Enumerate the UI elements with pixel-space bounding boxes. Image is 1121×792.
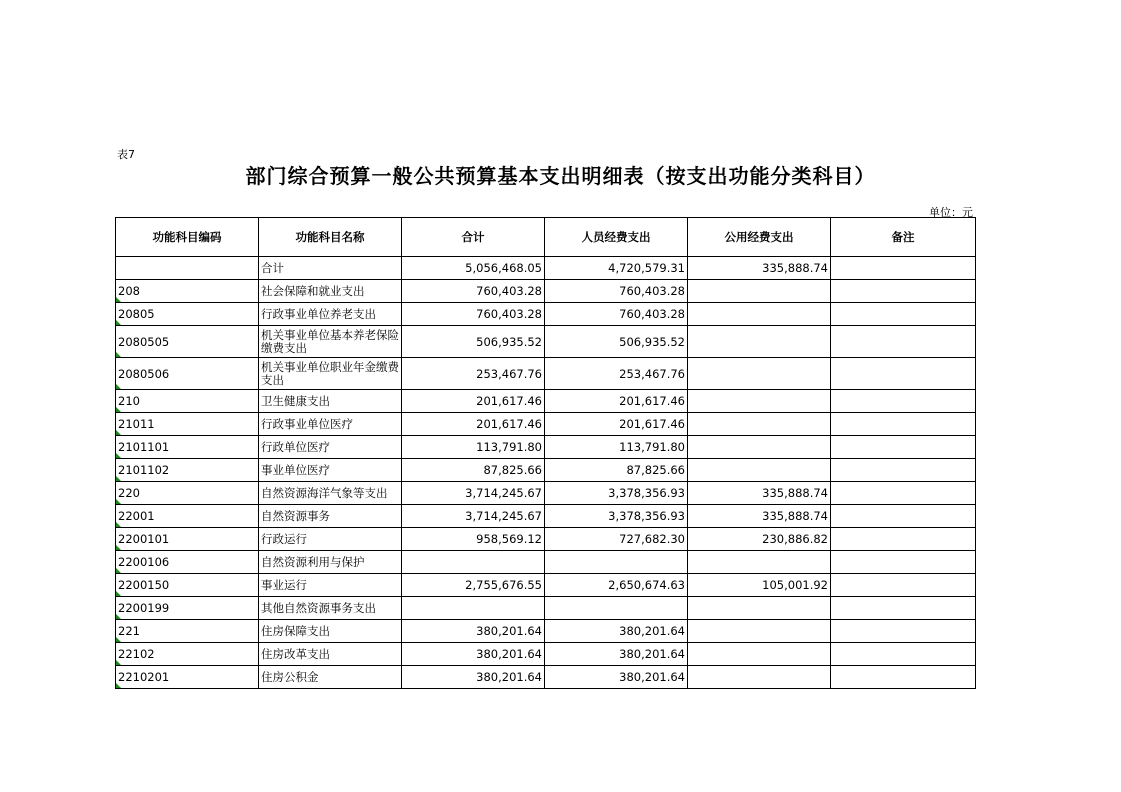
- cell-name: 社会保障和就业支出: [259, 280, 402, 303]
- cell-name: 行政事业单位医疗: [259, 413, 402, 436]
- cell-personnel: 380,201.64: [545, 620, 688, 643]
- cell-total: 2,755,676.55: [402, 574, 545, 597]
- table-row: [116, 413, 976, 436]
- cell-name: 住房公积金: [259, 666, 402, 689]
- cell-code: 2080506: [116, 358, 259, 390]
- cell-code: 208: [116, 280, 259, 303]
- cell-name: 机关事业单位基本养老保险缴费支出: [259, 326, 402, 358]
- cell-name: 事业单位医疗: [259, 459, 402, 482]
- cell-personnel: 380,201.64: [545, 666, 688, 689]
- cell-marker-icon: [116, 384, 121, 389]
- table-row: [116, 257, 976, 280]
- cell-name: 住房保障支出: [259, 620, 402, 643]
- cell-code: 210: [116, 390, 259, 413]
- table-row: [116, 280, 976, 303]
- table-row: [116, 459, 976, 482]
- cell-personnel: 201,617.46: [545, 390, 688, 413]
- cell-personnel: 2,650,674.63: [545, 574, 688, 597]
- cell-remarks: [831, 666, 976, 689]
- cell-total: 958,569.12: [402, 528, 545, 551]
- cell-remarks: [831, 436, 976, 459]
- cell-personnel: 506,935.52: [545, 326, 688, 358]
- cell-total: 5,056,468.05: [402, 257, 545, 280]
- cell-public: [688, 459, 831, 482]
- cell-public: [688, 413, 831, 436]
- cell-code: 2200106: [116, 551, 259, 574]
- cell-name: 机关事业单位职业年金缴费支出: [259, 358, 402, 390]
- cell-code: [116, 257, 259, 280]
- cell-personnel: 4,720,579.31: [545, 257, 688, 280]
- cell-total: 760,403.28: [402, 303, 545, 326]
- table-row: [116, 574, 976, 597]
- cell-remarks: [831, 390, 976, 413]
- cell-marker-icon: [116, 297, 121, 302]
- table-label: 表7: [117, 148, 135, 161]
- cell-code: 2101101: [116, 436, 259, 459]
- cell-public: 335,888.74: [688, 257, 831, 280]
- cell-public: [688, 280, 831, 303]
- cell-marker-icon: [116, 352, 121, 357]
- cell-total: 253,467.76: [402, 358, 545, 390]
- cell-public: 105,001.92: [688, 574, 831, 597]
- cell-code: 20805: [116, 303, 259, 326]
- cell-remarks: [831, 358, 976, 390]
- cell-code: 2101102: [116, 459, 259, 482]
- cell-public: [688, 620, 831, 643]
- cell-name: 自然资源海洋气象等支出: [259, 482, 402, 505]
- table-row: [116, 358, 976, 390]
- cell-remarks: [831, 574, 976, 597]
- cell-personnel: 727,682.30: [545, 528, 688, 551]
- cell-marker-icon: [116, 320, 121, 325]
- cell-remarks: [831, 643, 976, 666]
- cell-public: [688, 390, 831, 413]
- cell-code: 2200150: [116, 574, 259, 597]
- cell-total: 380,201.64: [402, 620, 545, 643]
- cell-public: [688, 436, 831, 459]
- cell-personnel: 760,403.28: [545, 303, 688, 326]
- table-row: [116, 303, 976, 326]
- cell-name: 自然资源事务: [259, 505, 402, 528]
- cell-name: 卫生健康支出: [259, 390, 402, 413]
- cell-total: 380,201.64: [402, 643, 545, 666]
- table-row: [116, 436, 976, 459]
- table-header-row: [116, 218, 976, 257]
- header-public: 公用经费支出: [688, 218, 831, 257]
- table-row: [116, 666, 976, 689]
- cell-remarks: [831, 620, 976, 643]
- cell-name: 行政运行: [259, 528, 402, 551]
- cell-marker-icon: [116, 683, 121, 688]
- cell-personnel: 87,825.66: [545, 459, 688, 482]
- cell-code: 220: [116, 482, 259, 505]
- table-row: [116, 390, 976, 413]
- cell-marker-icon: [116, 430, 121, 435]
- cell-public: 335,888.74: [688, 505, 831, 528]
- cell-marker-icon: [116, 660, 121, 665]
- cell-code: 22102: [116, 643, 259, 666]
- budget-table: [115, 217, 976, 689]
- table-row: [116, 482, 976, 505]
- cell-total: 760,403.28: [402, 280, 545, 303]
- cell-remarks: [831, 551, 976, 574]
- cell-name: 住房改革支出: [259, 643, 402, 666]
- cell-total: 113,791.80: [402, 436, 545, 459]
- cell-marker-icon: [116, 453, 121, 458]
- cell-personnel: [545, 551, 688, 574]
- cell-marker-icon: [116, 614, 121, 619]
- cell-marker-icon: [116, 407, 121, 412]
- cell-personnel: 380,201.64: [545, 643, 688, 666]
- table-row: [116, 597, 976, 620]
- cell-name: 合计: [259, 257, 402, 280]
- cell-total: 87,825.66: [402, 459, 545, 482]
- cell-marker-icon: [116, 499, 121, 504]
- header-name: 功能科目名称: [259, 218, 402, 257]
- cell-remarks: [831, 459, 976, 482]
- cell-remarks: [831, 326, 976, 358]
- cell-total: 380,201.64: [402, 666, 545, 689]
- table-row: [116, 326, 976, 358]
- header-remarks: 备注: [831, 218, 976, 257]
- table-row: [116, 620, 976, 643]
- cell-name: 其他自然资源事务支出: [259, 597, 402, 620]
- cell-code: 22001: [116, 505, 259, 528]
- cell-public: [688, 326, 831, 358]
- table-row: [116, 551, 976, 574]
- cell-public: [688, 303, 831, 326]
- cell-remarks: [831, 597, 976, 620]
- cell-total: 3,714,245.67: [402, 505, 545, 528]
- cell-code: 2080505: [116, 326, 259, 358]
- cell-marker-icon: [116, 476, 121, 481]
- cell-personnel: 113,791.80: [545, 436, 688, 459]
- cell-public: [688, 643, 831, 666]
- cell-remarks: [831, 280, 976, 303]
- header-total: 合计: [402, 218, 545, 257]
- cell-public: 230,886.82: [688, 528, 831, 551]
- cell-code: 2200101: [116, 528, 259, 551]
- header-code: 功能科目编码: [116, 218, 259, 257]
- cell-total: [402, 551, 545, 574]
- cell-marker-icon: [116, 545, 121, 550]
- cell-name: 行政事业单位养老支出: [259, 303, 402, 326]
- cell-marker-icon: [116, 522, 121, 527]
- unit-label: 单位：元: [929, 206, 973, 219]
- cell-personnel: 760,403.28: [545, 280, 688, 303]
- cell-code: 2210201: [116, 666, 259, 689]
- cell-marker-icon: [116, 591, 121, 596]
- cell-total: [402, 597, 545, 620]
- cell-code: 21011: [116, 413, 259, 436]
- cell-name: 自然资源利用与保护: [259, 551, 402, 574]
- table-row: [116, 643, 976, 666]
- cell-remarks: [831, 257, 976, 280]
- cell-personnel: [545, 597, 688, 620]
- cell-remarks: [831, 303, 976, 326]
- cell-marker-icon: [116, 637, 121, 642]
- cell-name: 行政单位医疗: [259, 436, 402, 459]
- cell-public: [688, 358, 831, 390]
- cell-personnel: 201,617.46: [545, 413, 688, 436]
- cell-code: 2200199: [116, 597, 259, 620]
- cell-remarks: [831, 413, 976, 436]
- table-row: [116, 528, 976, 551]
- cell-personnel: 3,378,356.93: [545, 505, 688, 528]
- cell-remarks: [831, 528, 976, 551]
- cell-remarks: [831, 482, 976, 505]
- table-body: [116, 257, 976, 689]
- cell-name: 事业运行: [259, 574, 402, 597]
- table-row: [116, 505, 976, 528]
- cell-remarks: [831, 505, 976, 528]
- page-title: 部门综合预算一般公共预算基本支出明细表（按支出功能分类科目）: [245, 164, 876, 188]
- cell-marker-icon: [116, 568, 121, 573]
- cell-total: 506,935.52: [402, 326, 545, 358]
- cell-total: 3,714,245.67: [402, 482, 545, 505]
- cell-personnel: 253,467.76: [545, 358, 688, 390]
- cell-personnel: 3,378,356.93: [545, 482, 688, 505]
- cell-total: 201,617.46: [402, 390, 545, 413]
- cell-public: [688, 666, 831, 689]
- header-personnel: 人员经费支出: [545, 218, 688, 257]
- cell-public: [688, 551, 831, 574]
- cell-total: 201,617.46: [402, 413, 545, 436]
- cell-public: 335,888.74: [688, 482, 831, 505]
- cell-code: 221: [116, 620, 259, 643]
- cell-public: [688, 597, 831, 620]
